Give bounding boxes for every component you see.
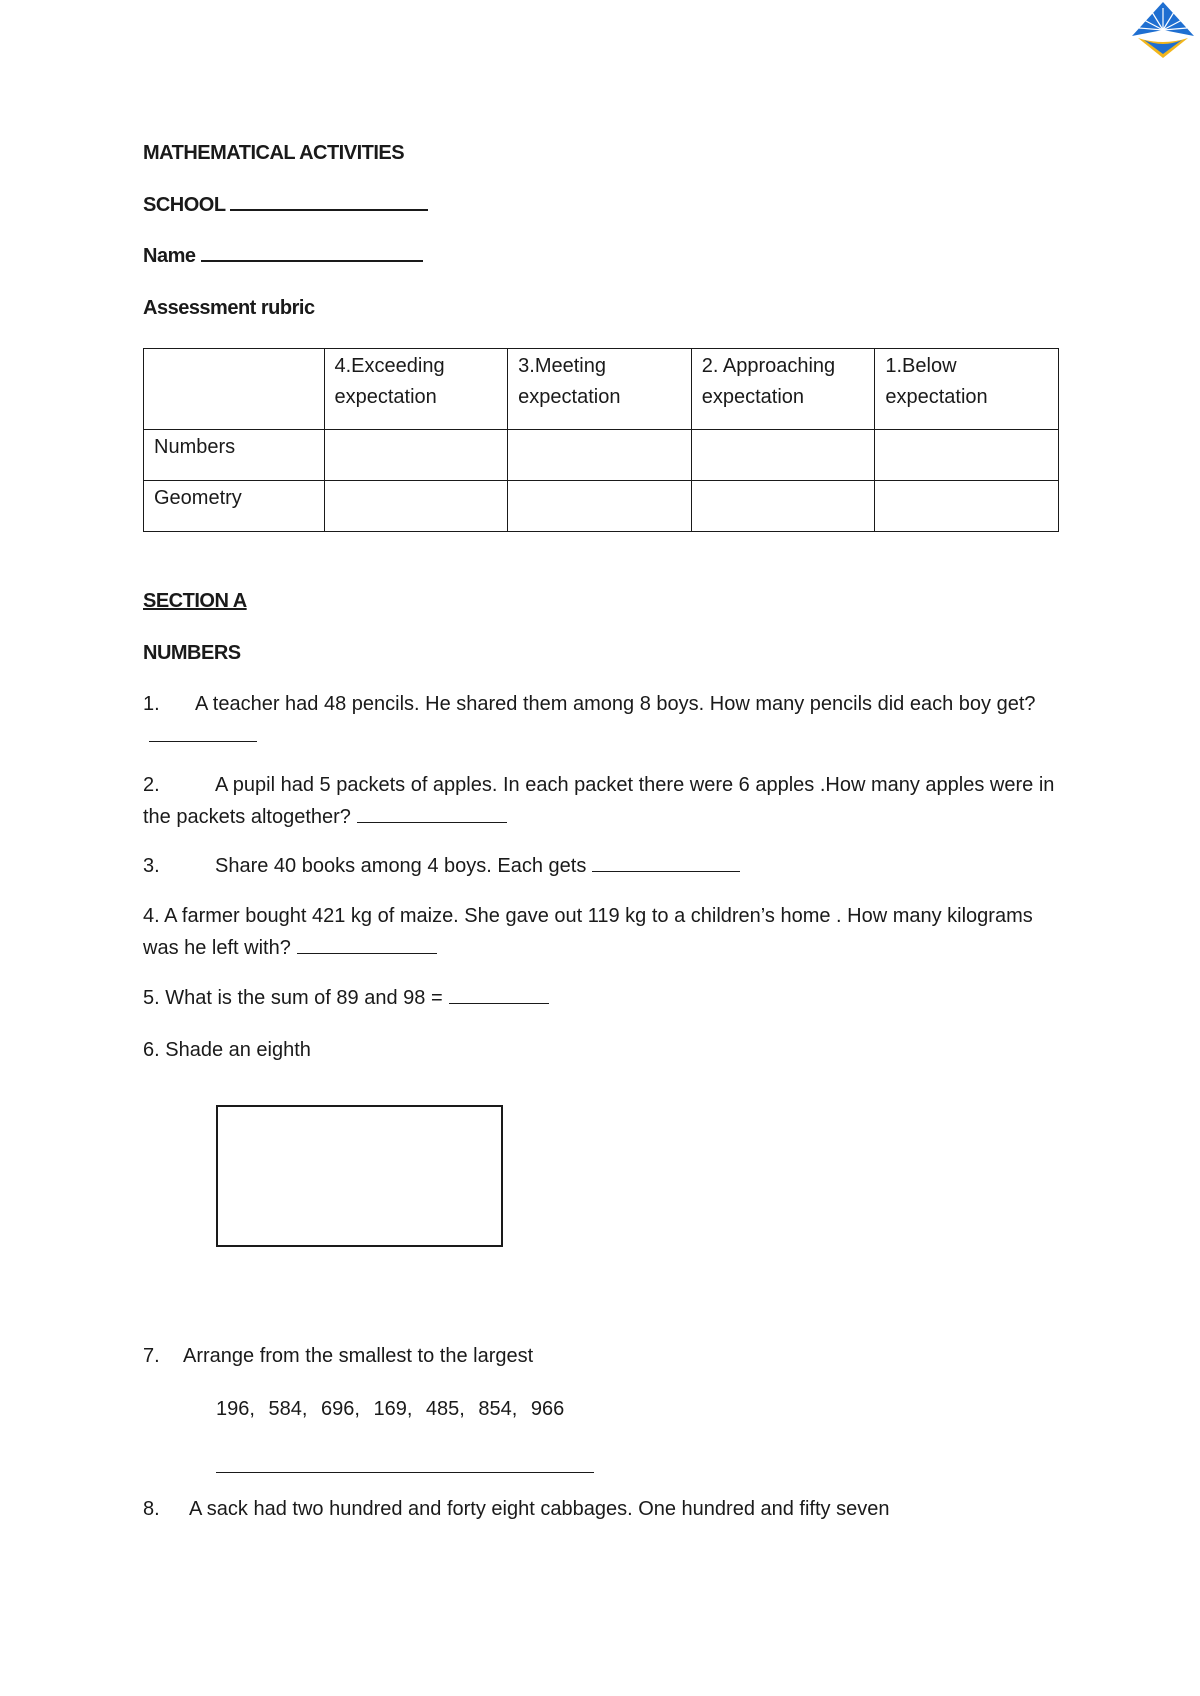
answer-blank[interactable]	[449, 1002, 549, 1004]
question-1	[143, 688, 1063, 752]
rubric-cell[interactable]	[324, 430, 508, 481]
question-number: 8.	[143, 1498, 160, 1520]
assessment-rubric-table	[143, 348, 1059, 532]
question-text: A sack had two hundred and forty eight cabbages. One hundred and fifty seven	[189, 1498, 890, 1520]
rubric-cell[interactable]	[508, 481, 692, 532]
rubric-col-below: 1.Below expectation	[875, 349, 1059, 430]
answer-blank[interactable]	[297, 952, 437, 954]
rubric-cell[interactable]	[691, 481, 875, 532]
name-field	[143, 245, 423, 268]
rubric-cell[interactable]	[691, 430, 875, 481]
question-text: 5. What is the sum of 89 and 98 =	[143, 987, 443, 1009]
question-number: 7.	[143, 1345, 160, 1367]
question-7	[143, 1340, 1063, 1372]
number-sequence: 196, 584, 696, 169, 485, 854, 966	[216, 1398, 565, 1420]
question-text: 4. A farmer bought 421 kg of maize. She gave out 119 kg to a children’s home . How many kilograms was he left with?	[143, 905, 1033, 959]
answer-blank[interactable]	[592, 870, 740, 872]
question-text: Share 40 books among 4 boys. Each gets	[215, 855, 587, 877]
question-4	[143, 900, 1063, 964]
question-number: 2.	[143, 774, 160, 796]
question-2	[143, 769, 1063, 833]
question-text: A pupil had 5 packets of apples. In each packet there were 6 apples .How many apples were in the packets altogether?	[143, 774, 1055, 828]
rubric-header-row	[144, 349, 1059, 430]
rubric-col-approaching: 2. Approaching expectation	[691, 349, 875, 430]
answer-blank[interactable]	[357, 821, 507, 823]
publisher-logo-icon	[1130, 0, 1196, 60]
question-8	[143, 1493, 1063, 1525]
school-field	[143, 194, 428, 217]
rubric-cell[interactable]	[324, 481, 508, 532]
question-number: 3.	[143, 855, 160, 877]
question-text: A teacher had 48 pencils. He shared them among 8 boys. How many pencils did each boy get?	[195, 693, 1036, 715]
question-5	[143, 982, 1063, 1014]
name-blank[interactable]	[201, 259, 423, 262]
rubric-cell[interactable]	[875, 430, 1059, 481]
question-text: Arrange from the smallest to the largest	[183, 1345, 534, 1367]
rubric-row-label: Geometry	[144, 481, 325, 532]
worksheet-title: MATHEMATICAL ACTIVITIES	[143, 142, 405, 164]
rubric-corner-cell	[144, 349, 325, 430]
question-3	[143, 850, 1063, 882]
school-label: SCHOOL	[143, 194, 226, 216]
rubric-heading: Assessment rubric	[143, 297, 315, 319]
shade-rectangle[interactable]	[216, 1105, 503, 1247]
rubric-row-numbers	[144, 430, 1059, 481]
answer-blank[interactable]	[216, 1472, 594, 1473]
question-6	[143, 1034, 1063, 1066]
rubric-cell[interactable]	[875, 481, 1059, 532]
question-text: 6. Shade an eighth	[143, 1039, 311, 1061]
section-subheading: NUMBERS	[143, 642, 241, 664]
answer-blank[interactable]	[149, 740, 257, 742]
question-number: 1.	[143, 693, 160, 715]
school-blank[interactable]	[230, 208, 428, 211]
rubric-row-label: Numbers	[144, 430, 325, 481]
rubric-row-geometry	[144, 481, 1059, 532]
rubric-cell[interactable]	[508, 430, 692, 481]
section-heading: SECTION A	[143, 590, 247, 612]
rubric-col-exceeding: 4.Exceeding expectation	[324, 349, 508, 430]
name-label: Name	[143, 245, 196, 267]
rubric-col-meeting: 3.Meeting expectation	[508, 349, 692, 430]
